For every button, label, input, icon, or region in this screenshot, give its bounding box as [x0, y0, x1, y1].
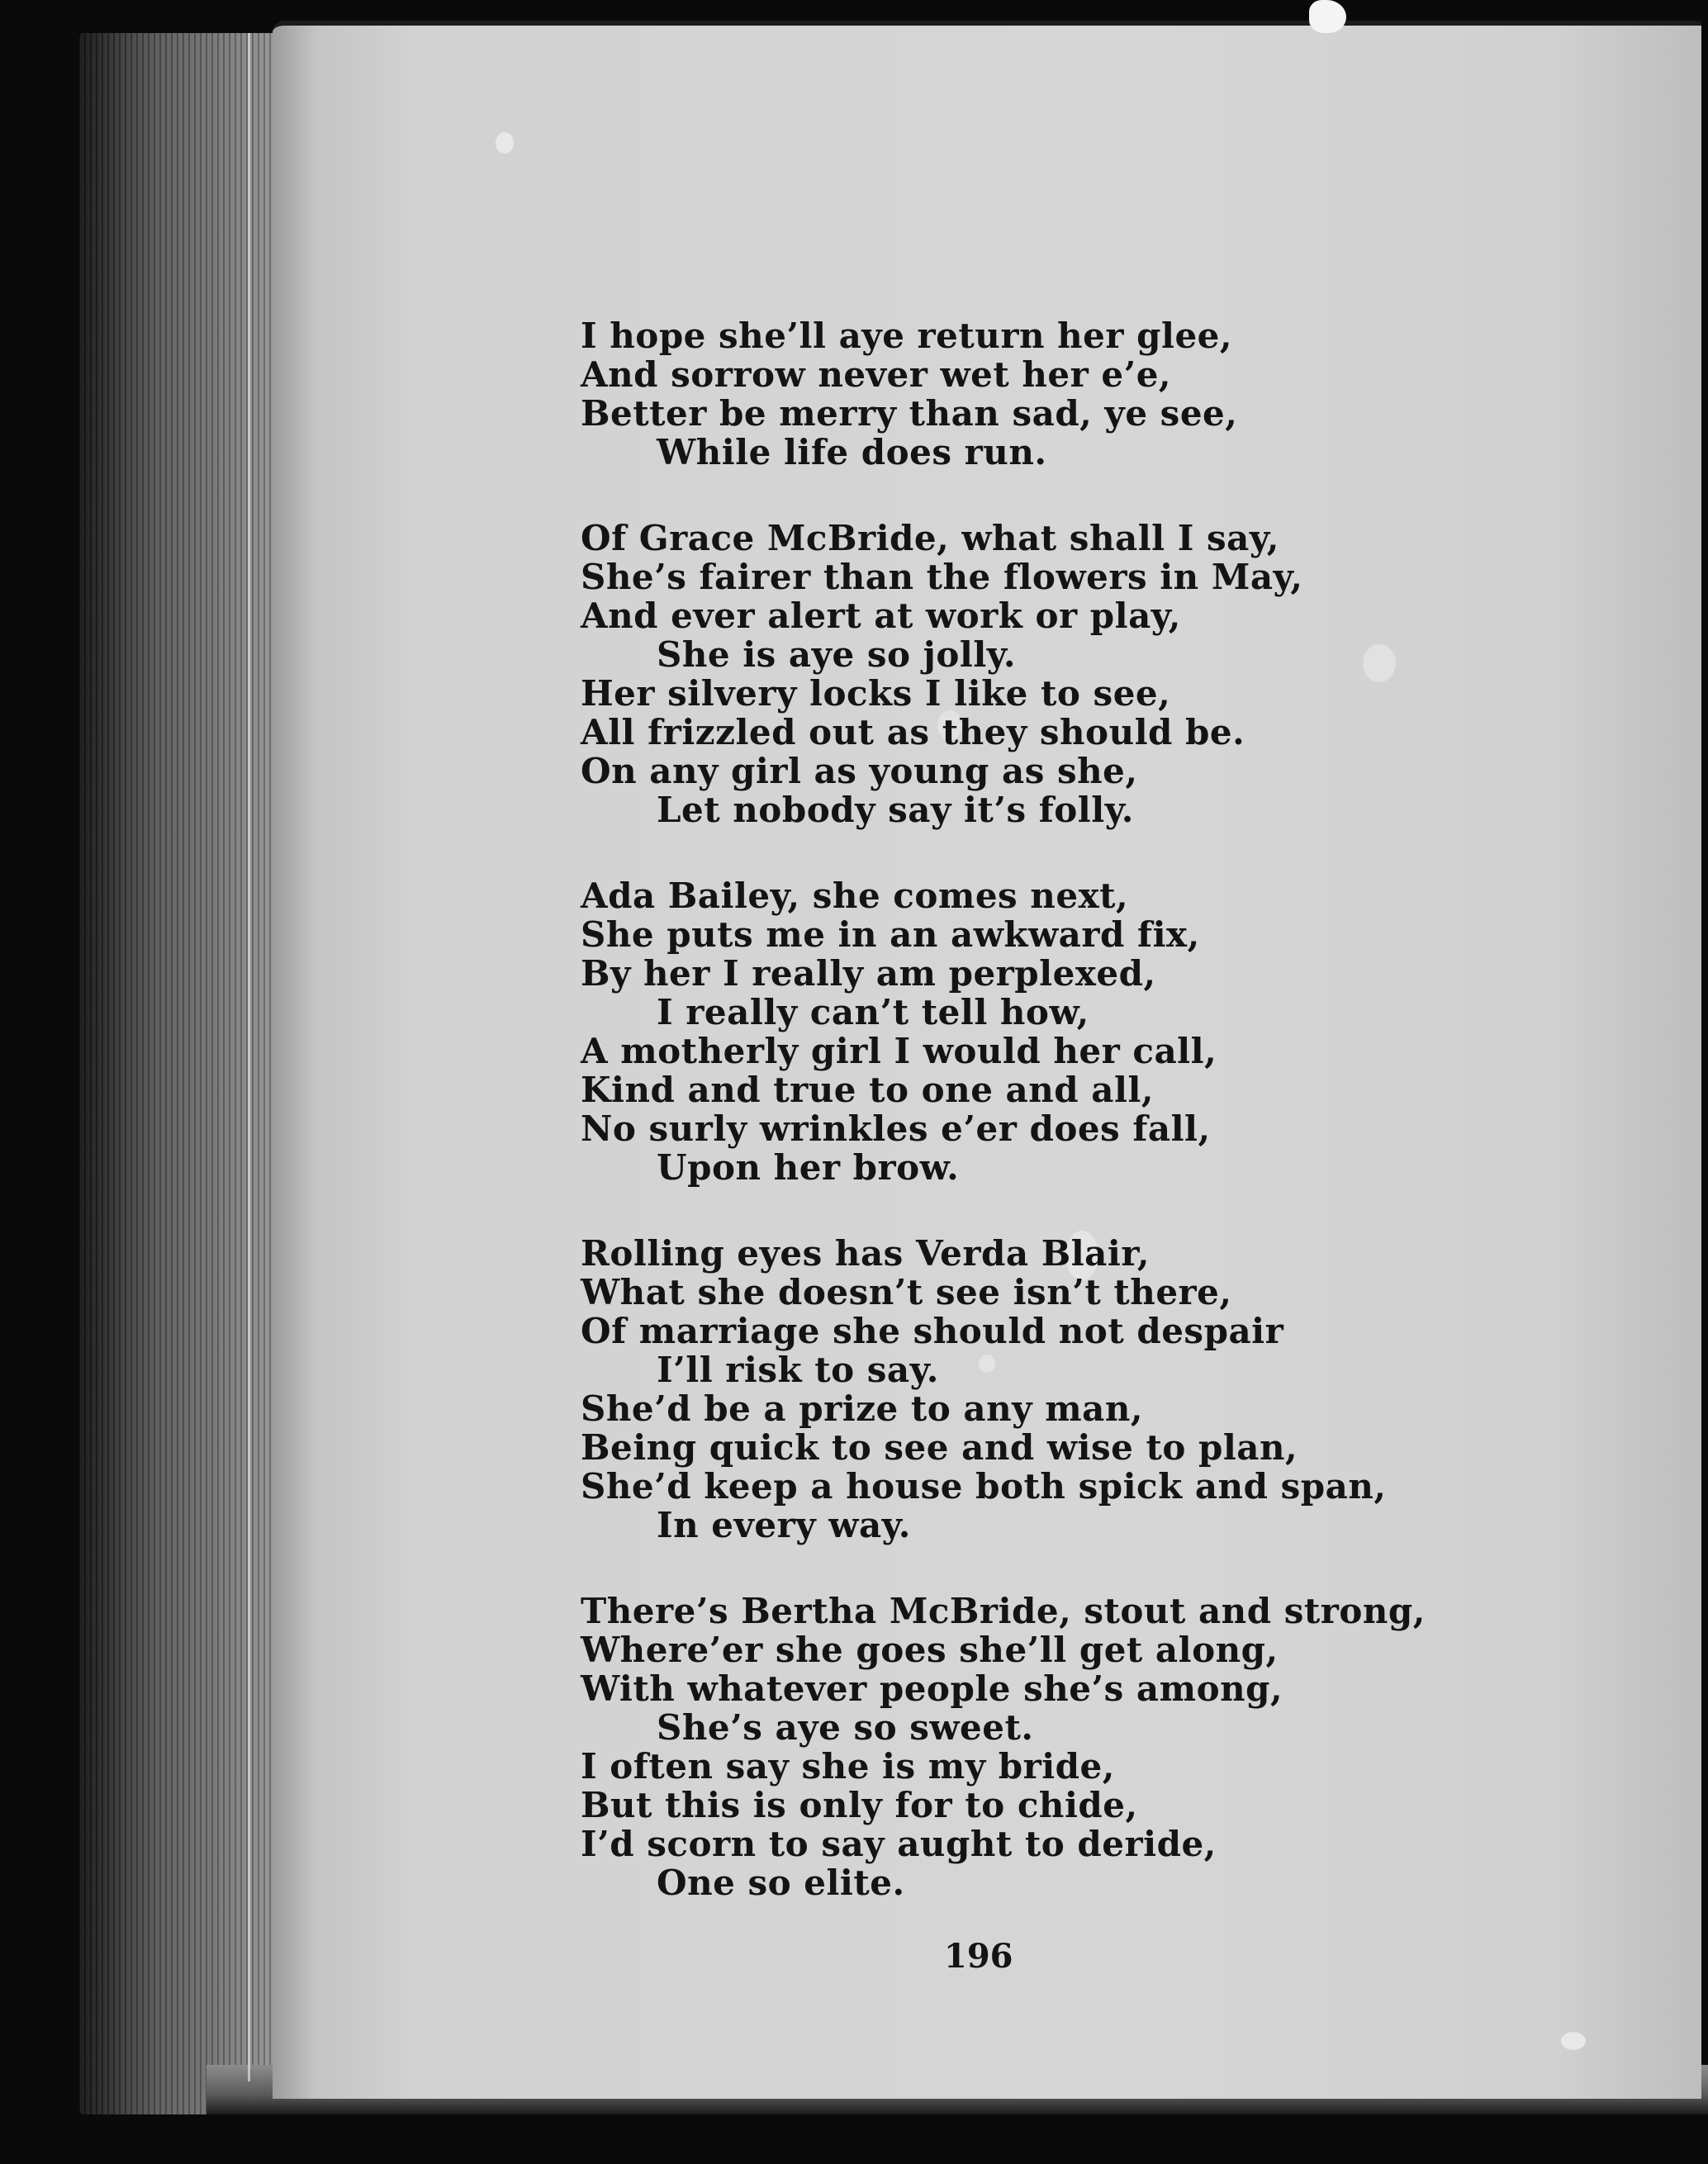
poem-line: What she doesn’t see isn’t there,	[581, 1272, 1232, 1312]
poem-line: With whatever people she’s among,	[581, 1668, 1283, 1709]
poem-line: Where’er she goes she’ll get along,	[581, 1630, 1279, 1670]
poem-line: By her I really am perplexed,	[581, 953, 1156, 994]
poem-line: In every way.	[657, 1505, 911, 1545]
page-stack-lines	[78, 33, 285, 2114]
stanza	[581, 876, 1679, 1187]
poem-line: A motherly girl I would her call,	[581, 1031, 1217, 1071]
poem-line: On any girl as young as she,	[581, 751, 1138, 791]
poem-line: Being quick to see and wise to plan,	[581, 1427, 1298, 1468]
paper-speck	[1561, 2032, 1586, 2050]
poem-line: She puts me in an awkward fix,	[581, 914, 1200, 955]
poem-line: Of marriage she should not despair	[581, 1311, 1284, 1351]
poem-line: Upon her brow.	[657, 1147, 960, 1188]
poem-line: She’d keep a house both spick and span,	[581, 1466, 1387, 1507]
poem-line: She’s fairer than the flowers in May,	[581, 557, 1303, 597]
poem-text	[581, 316, 1679, 1949]
poem-line: While life does run.	[657, 432, 1047, 472]
poem-line: Kind and true to one and all,	[581, 1070, 1155, 1110]
poem-line: I really can’t tell how,	[657, 992, 1089, 1032]
stanza	[581, 1592, 1679, 1902]
poem-line: Better be merry than sad, ye see,	[581, 393, 1238, 434]
stanza	[581, 316, 1679, 472]
poem-line: I’d scorn to say aught to deride,	[581, 1824, 1217, 1864]
torn-corner-mark	[1309, 0, 1346, 33]
poem-line: I hope she’ll aye return her glee,	[581, 316, 1233, 356]
poem-line: Rolling eyes has Verda Blair,	[581, 1233, 1151, 1274]
poem-line: No surly wrinkles e’er does fall,	[581, 1108, 1211, 1149]
poem-line: She is aye so jolly.	[657, 634, 1017, 675]
poem-line: I’ll risk to say.	[657, 1350, 939, 1390]
stanza	[581, 519, 1679, 829]
poem-line: Let nobody say it’s folly.	[657, 790, 1134, 830]
page-number: 196	[944, 1937, 1013, 1976]
poem-line: But this is only for to chide,	[581, 1785, 1138, 1825]
poem-line: I often say she is my bride,	[581, 1746, 1115, 1787]
poem-line: She’d be a prize to any man,	[581, 1388, 1144, 1429]
poem-line: She’s aye so sweet.	[657, 1707, 1034, 1748]
poem-line: Ada Bailey, she comes next,	[581, 876, 1129, 916]
gutter-highlight	[248, 33, 250, 2081]
paper-speck	[496, 132, 514, 154]
poem-line: All frizzled out as they should be.	[581, 712, 1245, 752]
poem-line: And sorrow never wet her e’e,	[581, 354, 1172, 395]
stanza	[581, 1234, 1679, 1545]
poem-line: Her silvery locks I like to see,	[581, 673, 1171, 714]
book-spine-edge	[78, 33, 285, 2114]
poem-line: And ever alert at work or play,	[581, 596, 1181, 636]
poem-line: One so elite.	[657, 1863, 905, 1903]
poem-line: There’s Bertha McBride, stout and strong,	[581, 1591, 1426, 1631]
poem-line: Of Grace McBride, what shall I say,	[581, 518, 1279, 558]
